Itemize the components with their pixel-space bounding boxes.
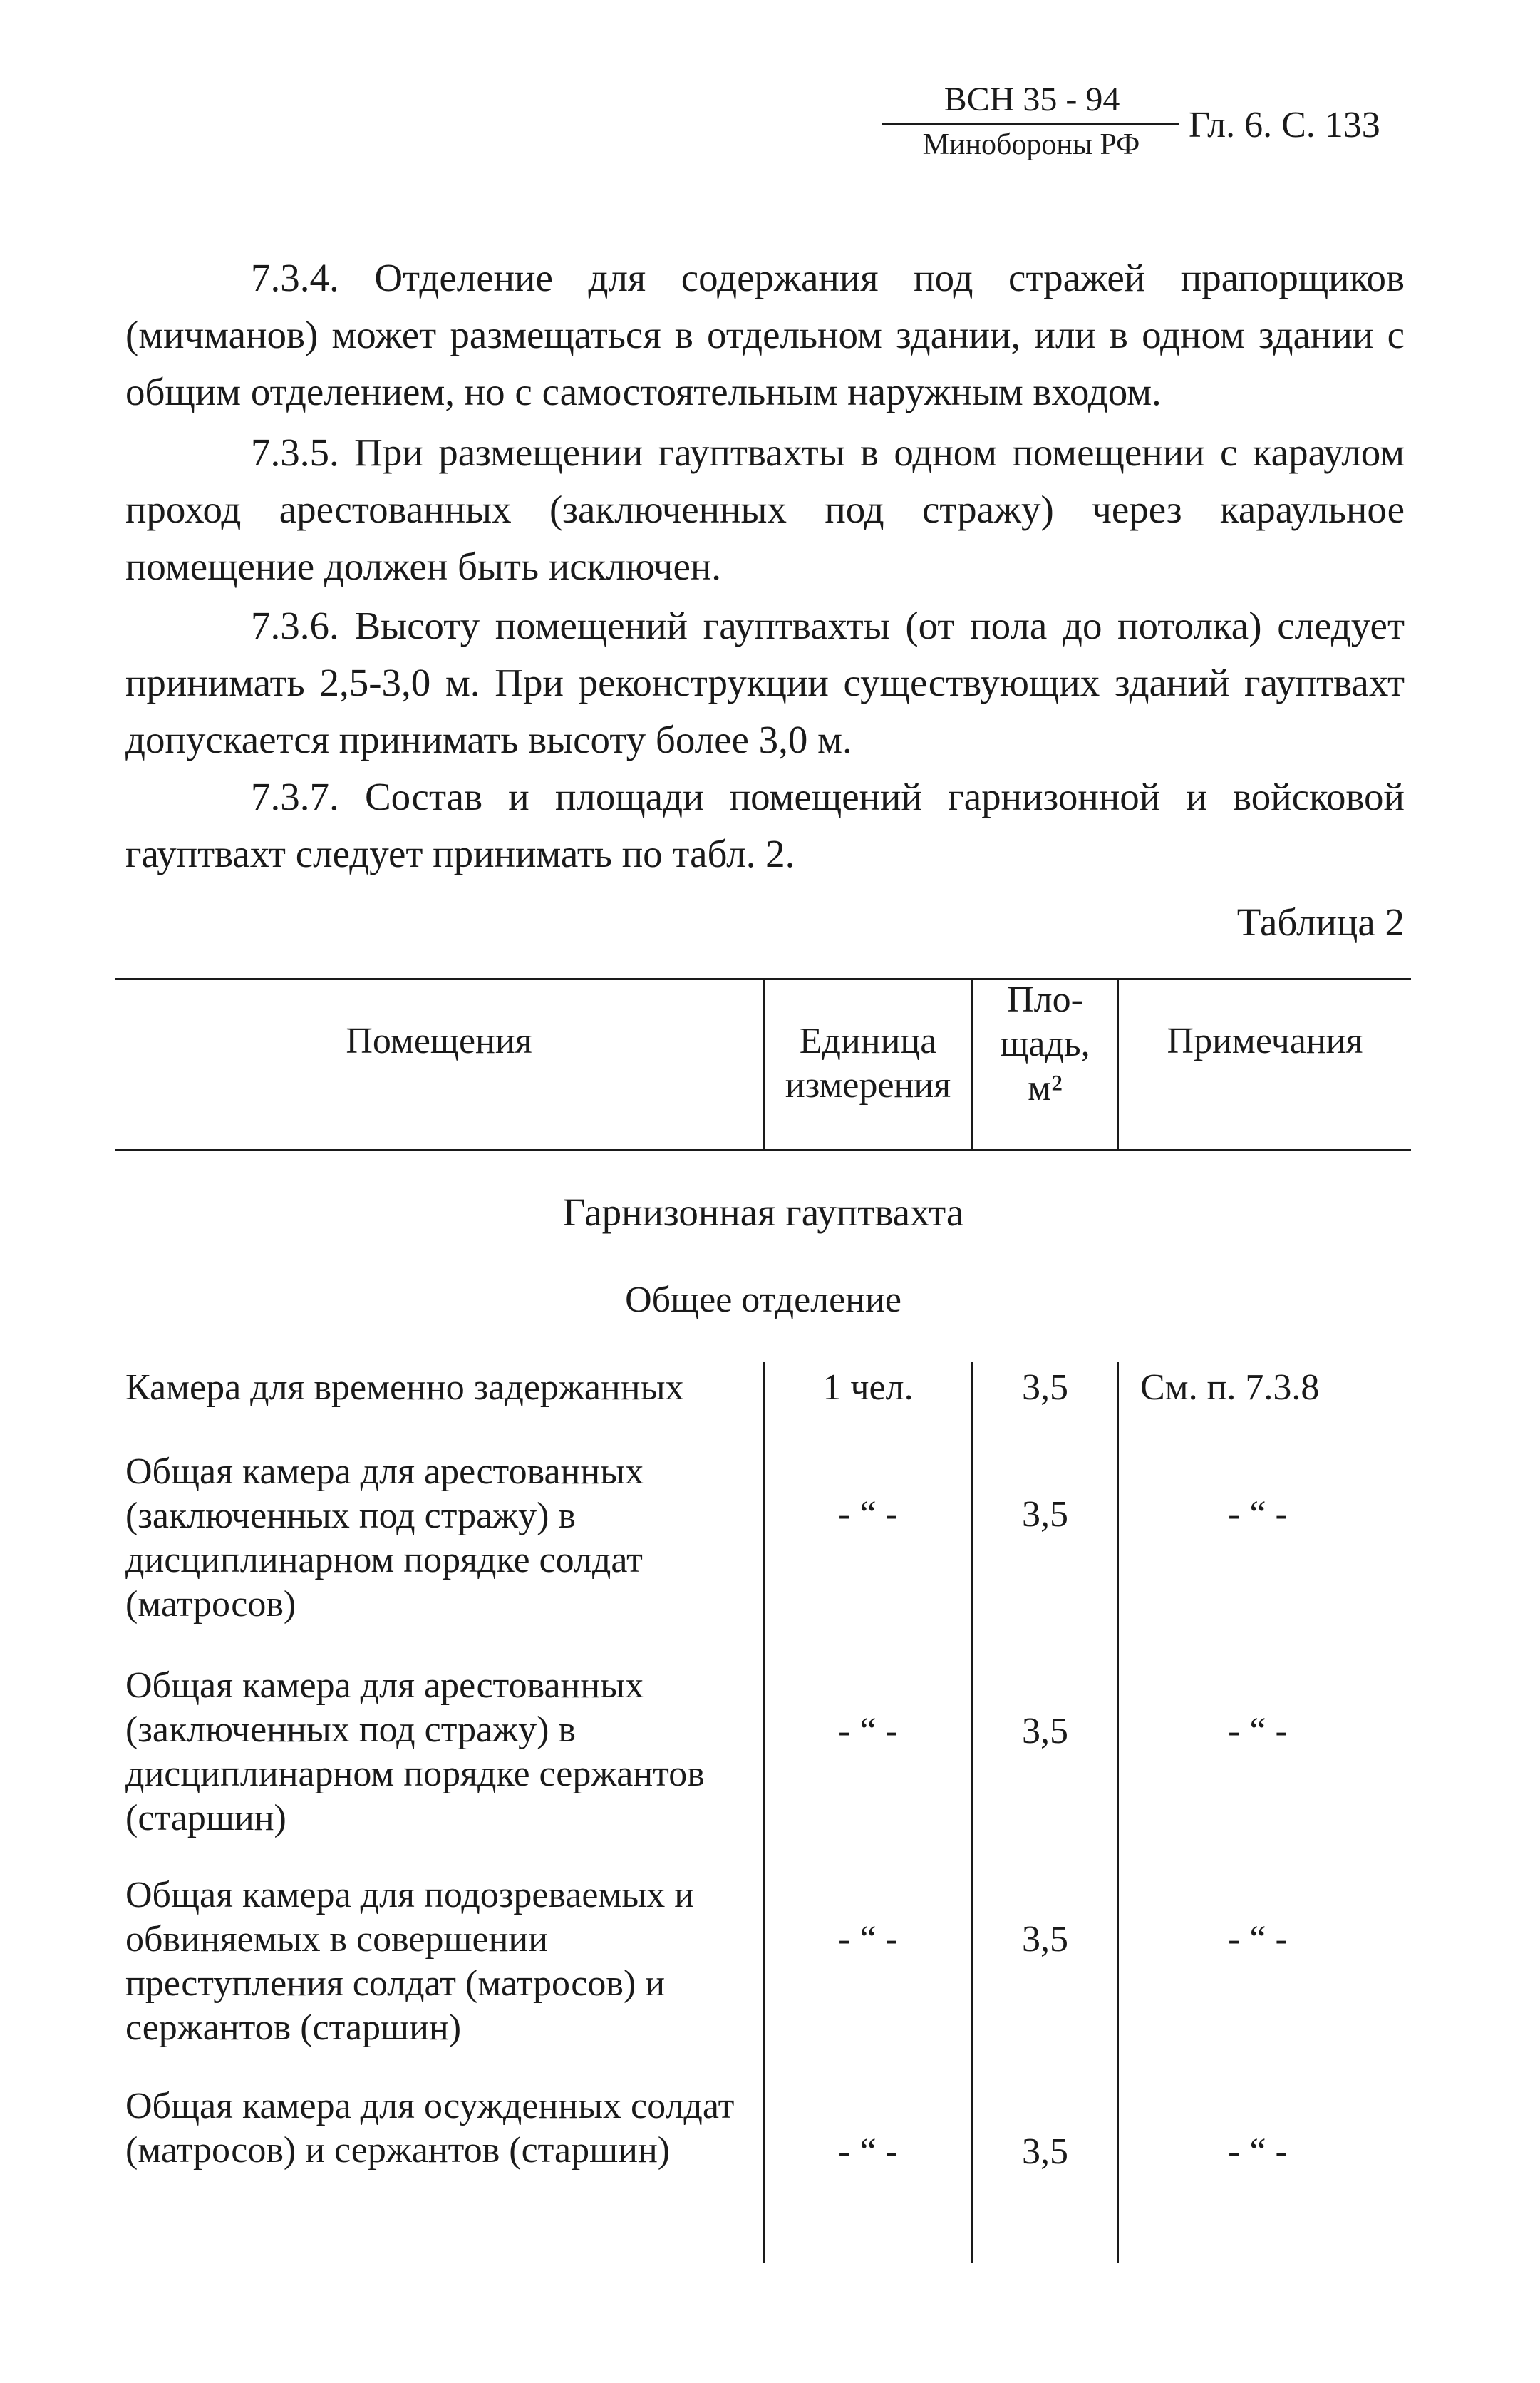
column-header-area — [973, 978, 1117, 1111]
paragraph-7-3-6: 7.3.6. Высоту помещений гауптвахты (от пола до потолка) следует принимать 2,5-3,0 м. При реконструкции существующих зданий гауптвахт допускается принимать высоту более 3,0 м. — [125, 604, 1405, 761]
chapter-page-number: Гл. 6. С. 133 — [1189, 105, 1380, 145]
paragraph-7-3-4: 7.3.4. Отделение для содержания под стражей прапорщиков (мичманов) может размещаться в отдельном здании, или в одном здании с общим отделением, но с самостоятельным наружным входом. — [125, 256, 1405, 413]
table-row-area: 3,5 — [1022, 2131, 1068, 2172]
table-subsection-title: Общее отделение — [625, 1280, 901, 1320]
document-code: ВСН 35 - 94 — [944, 81, 1120, 118]
table-row-note: - “ - — [1228, 1919, 1288, 1960]
table-row-room-name: Общая камера для осужденных солдат (матросов) и сержантов (старшин) — [125, 2086, 735, 2171]
table-row-note: - “ - — [1228, 1711, 1288, 1751]
column-header-unit-line: измерения — [785, 1065, 951, 1106]
column-header-area-line: Пло- — [1007, 979, 1083, 1020]
header-column-divider — [1117, 979, 1119, 1149]
table-row-note: - “ - — [1228, 2131, 1288, 2172]
table-row-unit: - “ - — [838, 2131, 898, 2172]
table-row-unit: 1 чел. — [822, 1367, 914, 1408]
column-header-area-line: м² — [1028, 1068, 1063, 1108]
table-header-bottom-rule — [115, 1149, 1411, 1151]
table-row-room-name: Общая камера для арестованных (заключенных под стражу) в дисциплинарном порядке сержантов (старшин) — [125, 1665, 705, 1838]
table-row-room-name: Общая камера для арестованных (заключенных под стражу) в дисциплинарном порядке солдат (матросов) — [125, 1451, 644, 1625]
paragraph-7-3-5: 7.3.5. При размещении гауптвахты в одном помещении с караулом проход арестованных (заключенных под стражу) через караульное помещение должен быть исключен. — [125, 431, 1405, 588]
table-row-unit: - “ - — [838, 1494, 898, 1535]
table-row-room-name: Камера для временно задержанных — [125, 1367, 684, 1408]
column-header-area-line: щадь, — [1000, 1024, 1090, 1064]
column-header-rooms: Помещения — [346, 1021, 532, 1061]
table-row-area: 3,5 — [1022, 1919, 1068, 1960]
header-rule — [882, 123, 1179, 125]
table-row-room-name: Общая камера для подозреваемых и обвиняемых в совершении преступления солдат (матросов) и сержантов (старшин) — [125, 1875, 695, 2048]
column-header-unit — [765, 1019, 971, 1108]
table-row-area: 3,5 — [1022, 1367, 1068, 1408]
issuing-authority: Минобороны РФ — [922, 128, 1140, 161]
table-row-area: 3,5 — [1022, 1711, 1068, 1751]
table-row-unit: - “ - — [838, 1711, 898, 1751]
table-section-title: Гарнизонная гауптвахта — [562, 1190, 964, 1234]
table-caption: Таблица 2 — [1236, 900, 1405, 944]
body-column-divider — [1117, 1362, 1119, 2263]
table-row-note: - “ - — [1228, 1494, 1288, 1535]
table-row-note: См. п. 7.3.8 — [1140, 1367, 1320, 1408]
column-header-unit-line: Единица — [799, 1021, 937, 1061]
column-header-notes: Примечания — [1167, 1021, 1363, 1061]
table-row-unit: - “ - — [838, 1919, 898, 1960]
table-row-area: 3,5 — [1022, 1494, 1068, 1535]
paragraph-7-3-7: 7.3.7. Состав и площади помещений гарнизонной и войсковой гауптвахт следует принимать по табл. 2. — [125, 775, 1405, 875]
